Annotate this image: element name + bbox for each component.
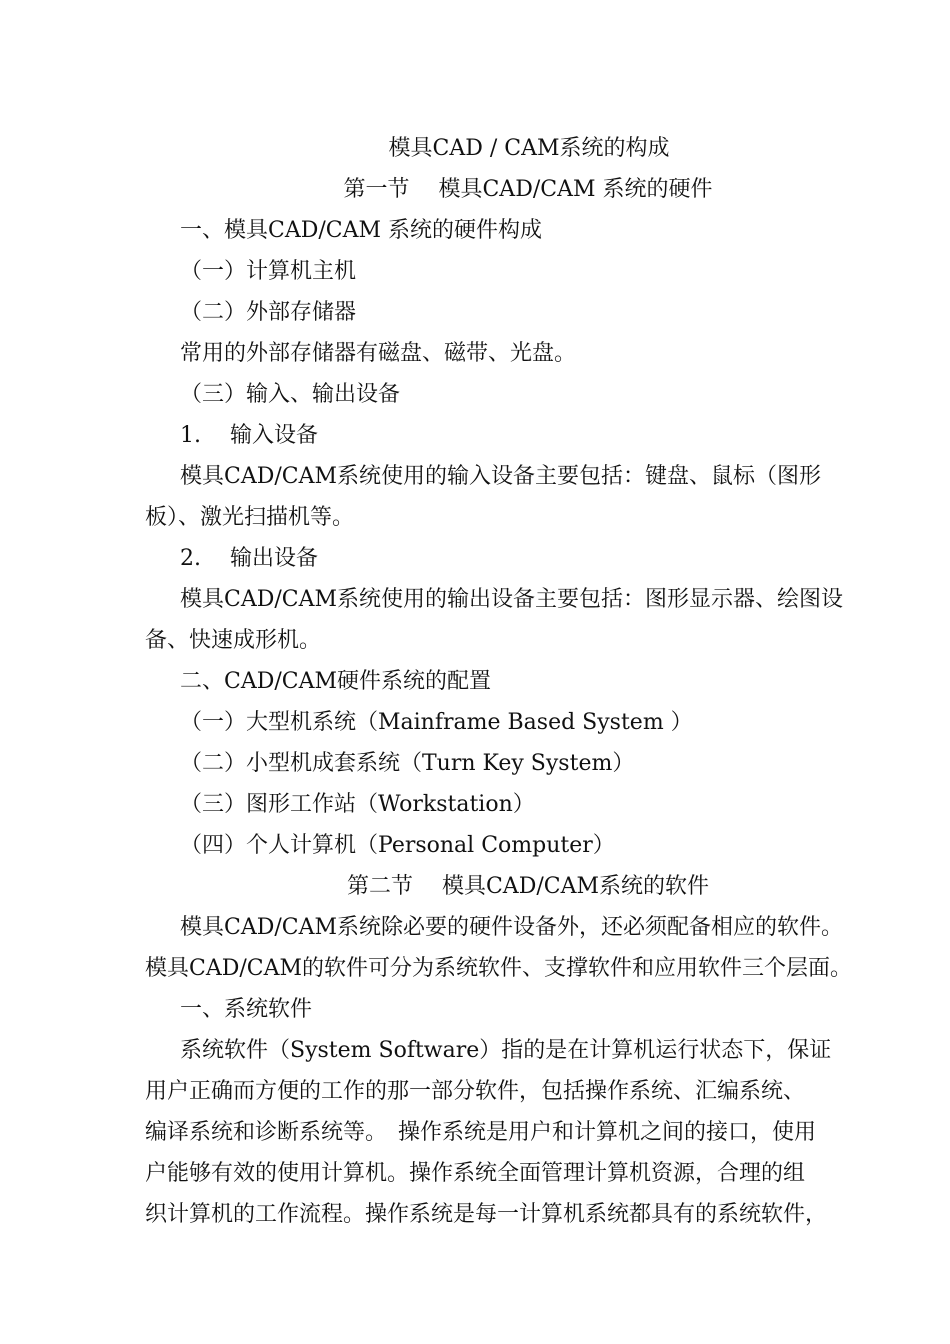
config-personal-computer: （四）个人计算机（Personal Computer） (180, 833, 615, 858)
system-software-line-2: 用户正确而方便的工作的那一部分软件，包括操作系统、汇编系统、 (145, 1079, 806, 1104)
heading-hardware-composition: 一、模具CAD/CAM 系统的硬件构成 (180, 218, 543, 243)
config-turnkey: （二）小型机成套系统（Turn Key System） (180, 751, 635, 776)
heading-hardware-config: 二、CAD/CAM硬件系统的配置 (180, 669, 492, 694)
software-intro-line-1: 模具CAD/CAM系统除必要的硬件设备外，还必须配备相应的软件。 (180, 915, 844, 940)
system-software-line-4: 户能够有效的使用计算机。操作系统全面管理计算机资源，合理的组 (145, 1161, 806, 1186)
section-2-heading: 第二节 模具CAD/CAM系统的软件 (346, 874, 709, 899)
section-1-heading: 第一节 模具CAD/CAM 系统的硬件 (343, 177, 713, 202)
output-devices-heading: 2. 输出设备 (180, 546, 318, 571)
input-description-line-2: 板）、激光扫描机等。 (145, 505, 355, 530)
storage-description: 常用的外部存储器有磁盘、磁带、光盘。 (180, 341, 577, 366)
output-description-line-1: 模具CAD/CAM系统使用的输出设备主要包括：图形显示器、绘图设 (180, 587, 844, 612)
system-software-line-1: 系统软件（System Software）指的是在计算机运行状态下，保证 (180, 1038, 832, 1063)
item-io-devices: （三）输入、输出设备 (180, 382, 401, 407)
system-software-line-3: 编译系统和诊断系统等。 操作系统是用户和计算机之间的接口，使用 (145, 1120, 817, 1145)
heading-system-software: 一、系统软件 (180, 997, 313, 1022)
config-workstation: （三）图形工作站（Workstation） (180, 792, 535, 817)
item-computer-host: （一）计算机主机 (180, 259, 357, 284)
input-description-line-1: 模具CAD/CAM系统使用的输入设备主要包括：键盘、鼠标（图形 (180, 464, 822, 489)
input-devices-heading: 1. 输入设备 (180, 423, 318, 448)
system-software-line-5: 织计算机的工作流程。操作系统是每一计算机系统都具有的系统软件， (145, 1202, 828, 1227)
document-title: 模具CAD / CAM系统的构成 (388, 136, 670, 161)
software-intro-line-2: 模具CAD/CAM的软件可分为系统软件、支撑软件和应用软件三个层面。 (145, 956, 853, 981)
item-external-storage: （二）外部存储器 (180, 300, 357, 325)
config-mainframe: （一）大型机系统（Mainframe Based System ） (180, 710, 693, 735)
output-description-line-2: 备、快速成形机。 (145, 628, 322, 653)
